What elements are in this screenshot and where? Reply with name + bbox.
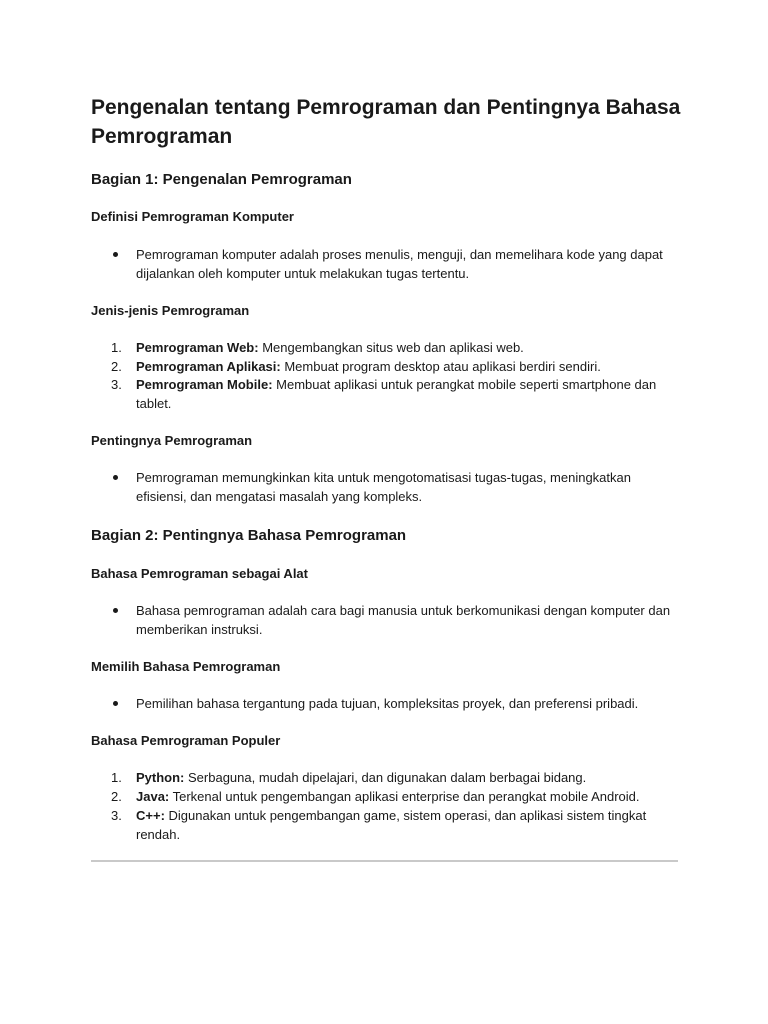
section-2-heading: Bagian 2: Pentingnya Bahasa Pemrograman xyxy=(91,527,407,544)
item-label: C++: xyxy=(136,808,165,823)
bullet-icon xyxy=(113,608,118,613)
bullet-icon xyxy=(113,475,118,480)
bullet-text: Pemrograman memungkinkan kita untuk mengotomatisasi tugas-tugas, meningkatkan efisiensi, dan mengatasi masalah yang kompleks. xyxy=(136,470,631,504)
horizontal-divider xyxy=(91,860,678,862)
list-item xyxy=(91,787,683,806)
bullet-icon xyxy=(113,252,118,257)
importance-heading: Pentingnya Pemrograman xyxy=(91,433,253,448)
item-text: Digunakan untuk pengembangan game, sistem operasi, dan aplikasi sistem tingkat rendah. xyxy=(136,808,647,842)
tool-heading: Bahasa Pemrograman sebagai Alat xyxy=(91,566,308,581)
bullet-icon xyxy=(113,701,118,706)
item-label: Pemrograman Web: xyxy=(136,340,259,355)
item-text: Terkenal untuk pengembangan aplikasi enterprise dan perangkat mobile Android. xyxy=(169,789,640,804)
bullet-text: Bahasa pemrograman adalah cara bagi manusia untuk berkomunikasi dengan komputer dan memberikan instruksi. xyxy=(136,603,671,637)
bullet-text: Pemrograman komputer adalah proses menulis, menguji, dan memelihara kode yang dapat dijalankan oleh komputer untuk melakukan tugas tertentu. xyxy=(136,247,663,281)
list-number: 2. xyxy=(111,789,122,804)
list-item xyxy=(91,357,683,376)
item-label: Pemrograman Mobile: xyxy=(136,377,273,392)
definition-heading: Definisi Pemrograman Komputer xyxy=(91,209,294,224)
item-text: Membuat program desktop atau aplikasi berdiri sendiri. xyxy=(280,359,601,374)
types-heading: Jenis-jenis Pemrograman xyxy=(91,303,250,318)
list-item xyxy=(91,338,683,357)
choose-heading: Memilih Bahasa Pemrograman xyxy=(91,659,281,674)
list-item xyxy=(91,768,683,787)
list-item xyxy=(91,694,683,713)
section-1-heading: Bagian 1: Pengenalan Pemrograman xyxy=(91,171,352,188)
item-label: Python: xyxy=(136,770,185,785)
item-text: Serbaguna, mudah dipelajari, dan digunakan dalam berbagai bidang. xyxy=(184,770,587,785)
list-number: 2. xyxy=(111,359,122,374)
item-label: Java: xyxy=(136,789,170,804)
list-item xyxy=(91,375,683,413)
list-item xyxy=(91,806,683,844)
popular-heading: Bahasa Pemrograman Populer xyxy=(91,733,281,748)
bullet-text: Pemilihan bahasa tergantung pada tujuan, kompleksitas proyek, dan preferensi pribadi. xyxy=(136,696,639,711)
item-label: Pemrograman Aplikasi: xyxy=(136,359,281,374)
list-number: 1. xyxy=(111,340,122,355)
list-number: 3. xyxy=(111,377,122,392)
list-item xyxy=(91,468,683,506)
document-title: Pengenalan tentang Pemrograman dan Pentingnya Bahasa Pemrograman xyxy=(91,96,681,148)
list-number: 3. xyxy=(111,808,122,823)
list-item xyxy=(91,245,683,283)
item-text: Membuat aplikasi untuk perangkat mobile seperti smartphone dan tablet. xyxy=(136,377,657,411)
list-number: 1. xyxy=(111,770,122,785)
item-text: Mengembangkan situs web dan aplikasi web. xyxy=(258,340,524,355)
list-item xyxy=(91,601,683,639)
